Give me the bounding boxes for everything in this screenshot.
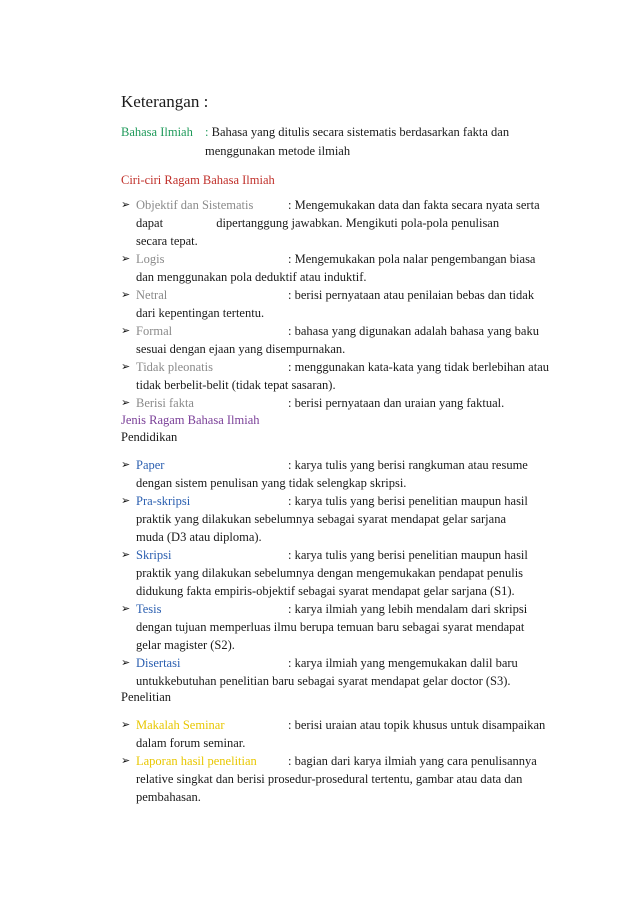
list-item (121, 286, 561, 322)
arrow-bullet-icon: ➢ (121, 397, 131, 409)
list-item (121, 250, 561, 286)
item-cont: dalam forum seminar. (136, 736, 246, 750)
list-item (121, 456, 561, 492)
list-item (121, 196, 561, 250)
item-desc: : karya ilmiah yang lebih mendalam dari skripsi (288, 602, 528, 616)
arrow-bullet-icon: ➢ (121, 361, 131, 373)
item-cont: tidak berbelit-belit (tidak tepat sasaran). (136, 378, 336, 392)
arrow-bullet-icon: ➢ (121, 253, 131, 265)
item-cont: dengan tujuan memperluas ilmu berupa temuan baru sebagai syarat mendapat (136, 620, 525, 634)
list-item (121, 654, 561, 690)
list-item (121, 358, 561, 394)
arrow-bullet-icon: ➢ (121, 549, 131, 561)
arrow-bullet-icon: ➢ (121, 755, 131, 767)
item-label: Makalah Seminar (136, 718, 225, 732)
item-cont: pembahasan. (136, 790, 201, 804)
item-label: Disertasi (136, 656, 181, 670)
arrow-bullet-icon: ➢ (121, 459, 131, 471)
item-desc: : Mengemukakan data dan fakta secara nyata serta (288, 198, 540, 212)
item-cont: dan menggunakan pola deduktif atau induktif. (136, 270, 367, 284)
item-label: Skripsi (136, 548, 172, 562)
item-label: Laporan hasil penelitian (136, 754, 257, 768)
item-label: Pra-skripsi (136, 494, 191, 508)
arrow-bullet-icon: ➢ (121, 603, 131, 615)
arrow-bullet-icon: ➢ (121, 495, 131, 507)
item-desc: : karya tulis yang berisi rangkuman atau resume (288, 458, 528, 472)
jenis-subheading: Pendidikan (121, 430, 178, 444)
item-desc: : karya tulis yang berisi penelitian maupun hasil (288, 548, 528, 562)
penelitian-list (121, 716, 561, 806)
item-desc: : berisi pernyataan dan uraian yang faktual. (288, 396, 505, 410)
list-item (121, 394, 561, 412)
item-desc: : Mengemukakan pola nalar pengembangan biasa (288, 252, 536, 266)
definition-term: Bahasa Ilmiah (121, 125, 193, 139)
item-label: Tidak pleonatis (136, 360, 213, 374)
item-label: Tesis (136, 602, 162, 616)
list-item (121, 492, 561, 546)
item-label: Logis (136, 252, 165, 266)
item-desc: : bagian dari karya ilmiah yang cara penulisannya (288, 754, 537, 768)
list-item (121, 322, 561, 358)
arrow-bullet-icon: ➢ (121, 657, 131, 669)
definition-text-1: Bahasa yang ditulis secara sistematis berdasarkan fakta dan (211, 125, 510, 139)
ciri-list (121, 196, 561, 412)
item-cont: gelar magister (S2). (136, 638, 235, 652)
item-desc: : bahasa yang digunakan adalah bahasa yang baku (288, 324, 539, 338)
item-cont: dengan sistem penulisan yang tidak selengkap skripsi. (136, 476, 407, 490)
list-item (121, 716, 561, 752)
jenis-heading: Jenis Ragam Bahasa Ilmiah (121, 413, 260, 427)
arrow-bullet-icon: ➢ (121, 289, 131, 301)
definition-text-2: menggunakan metode ilmiah (205, 144, 351, 158)
item-cont: praktik yang dilakukan sebelumnya sebagai syarat mendapat gelar sarjana (136, 512, 506, 526)
item-cont: secara tepat. (136, 234, 198, 248)
definition-colon: : (205, 125, 209, 139)
arrow-bullet-icon: ➢ (121, 199, 131, 211)
list-item (121, 752, 561, 806)
item-desc: : berisi uraian atau topik khusus untuk disampaikan (288, 718, 546, 732)
jenis-list (121, 456, 561, 690)
penelitian-heading: Penelitian (121, 690, 171, 704)
item-label: Objektif dan Sistematis (136, 198, 254, 212)
list-item (121, 600, 561, 654)
item-label: Berisi fakta (136, 396, 194, 410)
item-label: Netral (136, 288, 168, 302)
item-label: Paper (136, 458, 165, 472)
arrow-bullet-icon: ➢ (121, 325, 131, 337)
item-desc: : karya ilmiah yang mengemukakan dalil baru (288, 656, 518, 670)
item-cont: praktik yang dilakukan sebelumnya dengan mengemukakan pendapat penulis (136, 566, 524, 580)
ciri-heading: Ciri-ciri Ragam Bahasa Ilmiah (121, 173, 275, 187)
item-cont: sesuai dengan ejaan yang disempurnakan. (136, 342, 346, 356)
item-cont: muda (D3 atau diploma). (136, 530, 262, 544)
page-title: Keterangan : (121, 92, 209, 111)
item-desc: : karya tulis yang berisi penelitian maupun hasil (288, 494, 528, 508)
definition-block (121, 123, 509, 161)
item-cont: untukkebutuhan penelitian baru sebagai syarat mendapat gelar doctor (S3). (136, 674, 511, 688)
item-desc: : menggunakan kata-kata yang tidak berlebihan atau (288, 360, 550, 374)
item-cont: dari kepentingan tertentu. (136, 306, 265, 320)
item-cont: dapat dipertanggung jawabkan. Mengikuti pola-pola penulisan (136, 216, 500, 230)
list-item (121, 546, 561, 600)
item-cont: relative singkat dan berisi prosedur-prosedural tertentu, gambar atau data dan (136, 772, 523, 786)
arrow-bullet-icon: ➢ (121, 719, 131, 731)
item-cont: didukung fakta empiris-objektif sebagai syarat mendapat gelar sarjana (S1). (136, 584, 515, 598)
item-desc: : berisi pernyataan atau penilaian bebas dan tidak (288, 288, 535, 302)
item-label: Formal (136, 324, 173, 338)
